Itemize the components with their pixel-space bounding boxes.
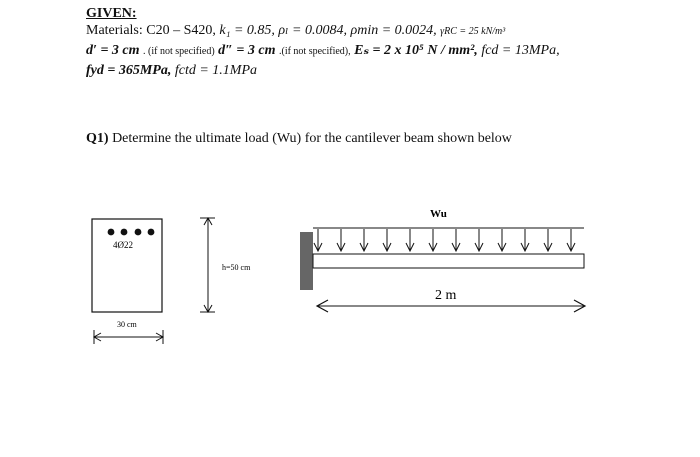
es-value: Eₛ = 2 x 10⁵ N / mm², — [354, 43, 478, 58]
width-dimension — [94, 320, 163, 344]
height-label: h=50 cm — [222, 263, 251, 272]
fyd-value: fyd = 365MPa, — [86, 63, 172, 78]
given-heading: GIVEN: — [86, 6, 137, 21]
k1-value: k₁ = 0.85, — [219, 23, 275, 38]
rebar-dot — [135, 229, 142, 236]
cantilever-beam — [300, 208, 584, 290]
materials-prefix: Materials: C20 – S420, — [86, 23, 216, 38]
span-label: 2 m — [435, 288, 457, 303]
fcd-value: fcd = 13MPa, — [481, 43, 560, 58]
height-dimension — [200, 218, 251, 312]
question-number: Q1) — [86, 131, 109, 146]
d-prime-note: . (if not specified) — [143, 46, 215, 57]
question-text: Determine the ultimate load (Wu) for the cantilever beam shown below — [108, 131, 512, 146]
fixed-support — [300, 232, 313, 290]
width-label: 30 cm — [117, 320, 137, 329]
cross-section — [92, 219, 162, 312]
d-double-prime-note: .(if not specified), — [278, 46, 351, 57]
d-double-prime-value: d″ = 3 cm — [218, 43, 276, 58]
rebar-label: 4Ø22 — [113, 240, 133, 250]
span-dimension — [317, 288, 585, 312]
fctd-value: fctd = 1.1MPa — [174, 63, 258, 78]
rebar-dot — [148, 229, 155, 236]
gamma-rc-value: γRC = 25 kN/m³ — [440, 26, 506, 37]
rebar-dot — [121, 229, 128, 236]
d-prime-value: d′ = 3 cm — [86, 43, 140, 58]
rho-min-value: ρmin = 0.0024, — [350, 23, 437, 38]
beam-body — [313, 254, 584, 268]
rho-l-value: ρₗ = 0.0084, — [278, 23, 347, 38]
rebar-dot — [108, 229, 115, 236]
load-label: Wu — [430, 208, 447, 220]
distributed-load — [314, 229, 575, 251]
